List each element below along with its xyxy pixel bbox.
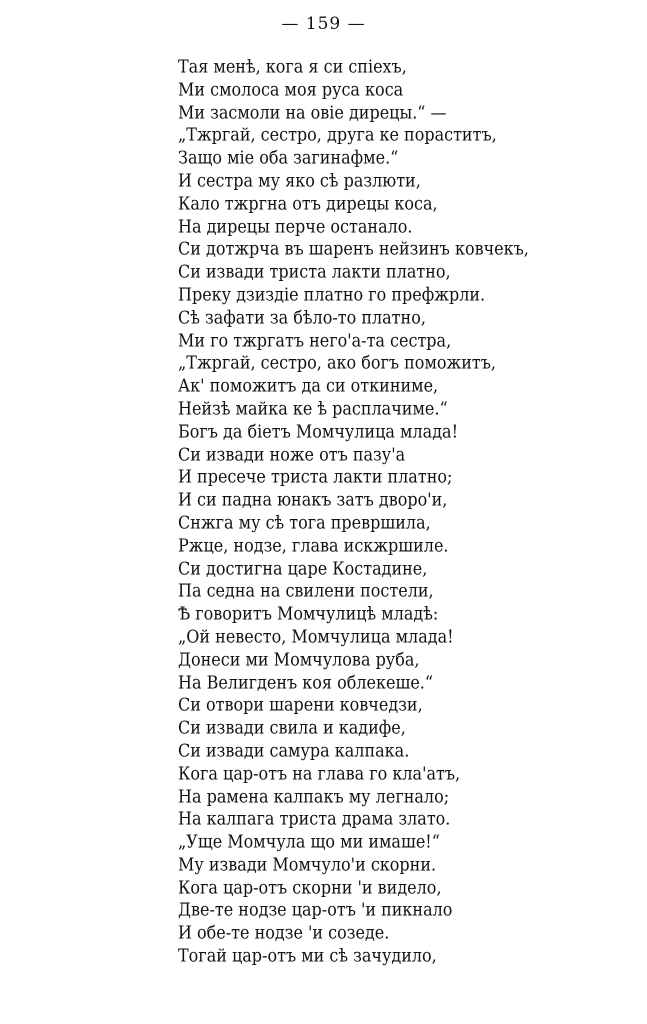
- poem-line: Ми го тжргатъ него'а-та сестра,: [178, 329, 452, 351]
- poem-line: Си извади свила и кадифе,: [178, 717, 406, 738]
- poem-line: Кало тжргна отъ дирецы коса,: [178, 192, 438, 214]
- poem-line: Две-те нодзе цар-отъ 'и пикнало: [178, 899, 453, 921]
- poem-line: Си достигна царе Костадине,: [178, 557, 428, 579]
- poem-line: Ак' поможитъ да си откиниме,: [178, 375, 439, 396]
- poem-line: Ѣ говоритъ Момчулицѣ младѣ:: [178, 603, 439, 624]
- poem-line: Па седна на свилени постели,: [178, 580, 434, 602]
- poem-line: Богъ да біетъ Момчулица млада!: [178, 420, 459, 442]
- poem-line: Му извади Момчуло'и скорни.: [178, 854, 437, 875]
- poem-line: И обе-те нодзе 'и созеде.: [178, 922, 390, 943]
- poem-line: Си дотжрча въ шаренъ нейзинъ ковчекъ,: [178, 238, 529, 260]
- poem-line: И сестра му яко сѣ разлюти,: [178, 170, 421, 191]
- poem-line: „Тжргай, сестро, ако богъ поможитъ,: [178, 352, 497, 374]
- poem-line: Си отвори шарени ковчедзи,: [178, 694, 423, 716]
- poem-line: На калпага триста драма злато.: [178, 808, 451, 829]
- poem-line: „Тжргай, сестро, друга ке пораститъ,: [178, 124, 497, 146]
- poem-line: Си извади самура калпака.: [178, 740, 410, 761]
- poem-line: Снжга му сѣ тога превршила,: [178, 512, 431, 533]
- poem-line: Кога цар-отъ скорни 'и видело,: [178, 876, 442, 898]
- poem-line: Тогай цар-отъ ми сѣ зачудило,: [178, 945, 437, 966]
- poem-line: Ржце, нодзе, глава искжршиле.: [178, 534, 449, 556]
- poem-text: [178, 56, 529, 968]
- poem-line: И си падна юнакъ затъ дворо'и,: [178, 489, 448, 510]
- poem-line: Кога цар-отъ на глава го кла'атъ,: [178, 762, 461, 784]
- poem-line: Донеси ми Момчулова руба,: [178, 648, 420, 670]
- poem-line: На рамена калпакъ му легнало;: [178, 785, 450, 807]
- poem-line: На дирецы перче останало.: [178, 215, 413, 237]
- poem-line: Сѣ зафати за бѣло-то платно,: [178, 306, 426, 328]
- page-number: — 159 —: [281, 14, 366, 34]
- poem-line: На Велигденъ коя облекеше.“: [178, 671, 434, 693]
- poem-line: Ми смолоса моя руса коса: [178, 78, 404, 100]
- poem-line: „Ой невесто, Момчулица млада!: [178, 626, 454, 647]
- poem-line: Ми засмоли на овіе дирецы.“ —: [178, 101, 447, 123]
- poem-line: Тая менѣ, кога я си спіехъ,: [178, 56, 407, 77]
- poem-line: Преку дзиздіе платно го префжрли.: [178, 284, 486, 305]
- poem-line: Нейзѣ майка ке ѣ расплачиме.“: [178, 398, 448, 419]
- poem-line: Си извади ноже отъ пазу'а: [178, 443, 406, 465]
- poem-line: Си извади триста лакти платно,: [178, 261, 451, 282]
- poem-line: „Уще Момчула що ми имаше!“: [178, 831, 440, 852]
- poem-line: И пресече триста лакти платно;: [178, 466, 453, 488]
- poem-line: Защо міе оба загинафме.“: [178, 147, 399, 168]
